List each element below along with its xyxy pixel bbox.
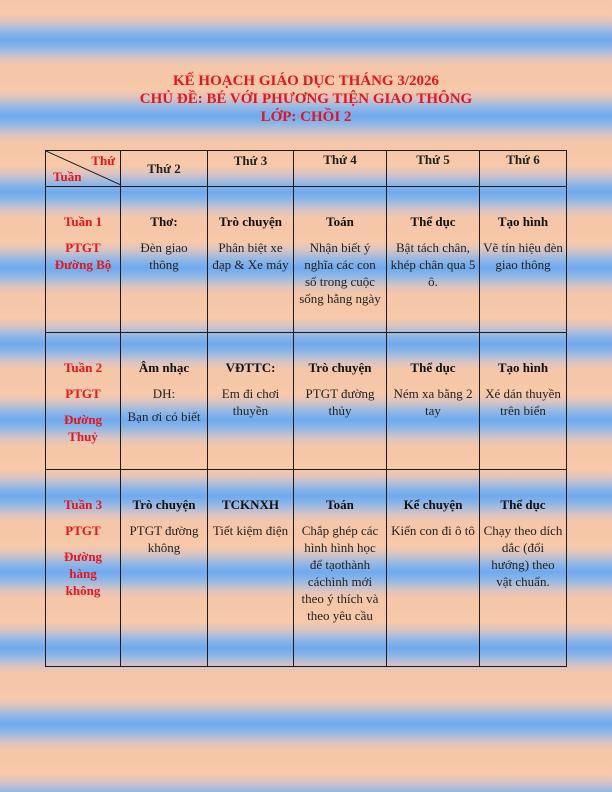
day-header-3: Thứ 3 bbox=[208, 151, 294, 187]
corner-label-day: Thứ bbox=[91, 153, 115, 168]
activity-name: Thể dục bbox=[410, 360, 456, 375]
theme-title: CHỦ ĐỀ: BÉ VỚI PHƯƠNG TIỆN GIAO THÔNG bbox=[139, 91, 473, 107]
header-row bbox=[46, 151, 567, 187]
document-title-block bbox=[0, 72, 612, 126]
week-label: Tuần 2 bbox=[63, 360, 103, 375]
week-cell bbox=[46, 470, 121, 667]
week-cell bbox=[46, 333, 121, 470]
activity-name: Thể dục bbox=[410, 214, 456, 229]
activity-desc: Em đi chơi thuyền bbox=[221, 386, 280, 418]
activity-name: Trò chuyện bbox=[132, 497, 196, 512]
week-cell bbox=[46, 187, 121, 333]
corner-header-cell bbox=[46, 151, 121, 187]
activity-desc: PTGT đường thủy bbox=[305, 386, 375, 418]
activity-desc: Nhận biết ý nghĩa các con số trong cuộc sống hằng ngày bbox=[299, 240, 381, 306]
day-header-2: Thứ 2 bbox=[121, 151, 208, 187]
day-header-5: Thứ 5 bbox=[387, 151, 480, 187]
week-row-3 bbox=[46, 470, 567, 667]
activity-desc: Chạy theo dích dắc (đổi hướng) theo vật chuẩn. bbox=[483, 523, 563, 589]
activity-cell bbox=[387, 333, 480, 470]
week-row-2 bbox=[46, 333, 567, 470]
activity-desc: PTGT đường không bbox=[129, 523, 199, 555]
activity-desc: DH: bbox=[152, 386, 176, 401]
activity-name: Toán bbox=[326, 497, 354, 512]
activity-name: Trò chuyện bbox=[308, 360, 372, 375]
activity-name: Toán bbox=[326, 214, 354, 229]
activity-cell bbox=[387, 187, 480, 333]
day-header-6: Thứ 6 bbox=[480, 151, 567, 187]
week-row-1 bbox=[46, 187, 567, 333]
activity-cell bbox=[208, 333, 294, 470]
activity-name: Kể chuyện bbox=[403, 497, 463, 512]
activity-cell bbox=[208, 470, 294, 667]
activity-name: VĐTTC: bbox=[225, 360, 276, 375]
week-label: Tuần 1 bbox=[63, 214, 103, 229]
week-theme-line: PTGT bbox=[65, 240, 101, 255]
activity-desc: Tiết kiệm điện bbox=[212, 523, 289, 538]
activity-desc: Kiến con đi ô tô bbox=[391, 523, 475, 538]
activity-desc: Ném xa bằng 2 tay bbox=[393, 386, 473, 418]
activity-cell bbox=[480, 333, 567, 470]
activity-name: Trò chuyện bbox=[219, 214, 282, 229]
class-title: LỚP: CHỒI 2 bbox=[260, 109, 352, 125]
week-theme-line: PTGT bbox=[65, 523, 101, 538]
week-theme-line: Đường hàng không bbox=[63, 549, 103, 598]
activity-name: Thể dục bbox=[500, 497, 546, 512]
activity-cell bbox=[480, 187, 567, 333]
week-label: Tuần 3 bbox=[63, 497, 103, 512]
week-theme-line: Đường Bộ bbox=[54, 257, 112, 272]
activity-desc-detail: Bạn ơi có biết bbox=[127, 409, 201, 424]
activity-name: Thơ: bbox=[150, 214, 178, 229]
activity-cell bbox=[480, 470, 567, 667]
activity-desc: Bật tách chân, khép chân qua 5 ô. bbox=[390, 240, 476, 289]
corner-label-week: Tuần bbox=[53, 169, 82, 184]
plan-title: KẾ HOẠCH GIÁO DỤC THÁNG 3/2026 bbox=[173, 73, 439, 89]
activity-cell bbox=[294, 333, 387, 470]
activity-cell bbox=[208, 187, 294, 333]
activity-name: Tạo hình bbox=[497, 214, 549, 229]
day-header-4: Thứ 4 bbox=[294, 151, 387, 187]
activity-cell bbox=[387, 470, 480, 667]
activity-desc: Chắp ghép các hình hình học để tạothành cáchình mới theo ý thích và theo yêu cầu bbox=[301, 523, 379, 623]
activity-desc: Phân biệt xe đạp & Xe máy bbox=[212, 240, 289, 272]
activity-name: Âm nhạc bbox=[138, 360, 190, 375]
activity-cell bbox=[294, 470, 387, 667]
activity-desc: Vẽ tín hiệu đèn giao thông bbox=[483, 240, 563, 272]
activity-name: Tạo hình bbox=[497, 360, 549, 375]
activity-name: TCKNXH bbox=[221, 497, 280, 512]
week-theme-line: PTGT bbox=[65, 386, 101, 401]
week-theme-line: Đường Thuỷ bbox=[63, 412, 103, 444]
activity-cell bbox=[121, 187, 208, 333]
activity-cell bbox=[121, 333, 208, 470]
activity-cell bbox=[121, 470, 208, 667]
education-plan-table bbox=[45, 150, 567, 667]
activity-desc: Xé dán thuyền trên biển bbox=[485, 386, 561, 418]
activity-desc: Đèn giao thông bbox=[140, 240, 188, 272]
activity-cell bbox=[294, 187, 387, 333]
